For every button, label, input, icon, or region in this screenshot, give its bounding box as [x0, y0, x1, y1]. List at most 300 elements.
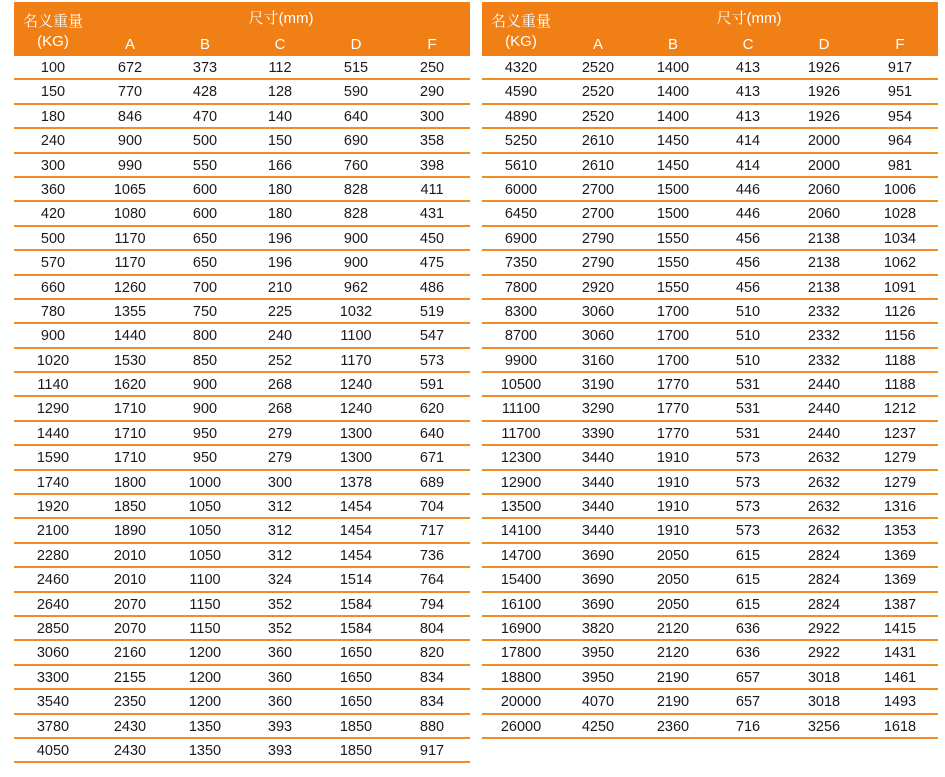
table-row	[482, 690, 938, 714]
weight-header-label: 名义重量	[490, 13, 551, 30]
d-cell: 3018	[807, 669, 841, 686]
b-cell: 950	[192, 425, 218, 442]
a-cell: 1710	[113, 425, 147, 442]
b-cell: 500	[192, 133, 218, 150]
a-cell: 3440	[581, 499, 615, 516]
c-cell: 531	[735, 425, 761, 442]
a-cell: 3690	[581, 572, 615, 589]
b-cell: 2050	[656, 547, 690, 564]
table-body	[14, 56, 470, 763]
weight-cell: 3540	[36, 694, 70, 711]
d-cell: 2138	[807, 230, 841, 247]
d-cell: 2138	[807, 279, 841, 296]
weight-cell: 3060	[36, 645, 70, 662]
c-cell: 456	[735, 279, 761, 296]
b-cell: 650	[192, 255, 218, 272]
b-cell: 600	[192, 206, 218, 223]
f-cell: 764	[419, 572, 445, 589]
table-row	[14, 666, 470, 690]
table-row	[482, 544, 938, 568]
table-row	[14, 568, 470, 592]
f-cell: 917	[419, 742, 445, 759]
d-cell: 2060	[807, 206, 841, 223]
weight-cell: 16100	[500, 596, 542, 613]
b-cell: 2190	[656, 694, 690, 711]
f-cell: 620	[419, 401, 445, 418]
column-header-f: F	[895, 36, 905, 53]
a-cell: 1710	[113, 450, 147, 467]
f-cell: 486	[419, 279, 445, 296]
b-cell: 1770	[656, 377, 690, 394]
d-cell: 1454	[339, 499, 373, 516]
f-cell: 981	[887, 157, 913, 174]
table-row	[14, 471, 470, 495]
c-cell: 150	[267, 133, 293, 150]
f-cell: 1279	[883, 474, 917, 491]
weight-cell: 3780	[36, 718, 70, 735]
a-cell: 1355	[113, 303, 147, 320]
weight-cell: 13500	[500, 499, 542, 516]
b-cell: 1350	[188, 742, 222, 759]
a-cell: 2520	[581, 60, 615, 76]
column-header-b: B	[199, 36, 210, 53]
d-cell: 2440	[807, 377, 841, 394]
c-cell: 413	[735, 60, 761, 76]
f-cell: 689	[419, 474, 445, 491]
a-cell: 3440	[581, 523, 615, 540]
f-cell: 250	[419, 60, 445, 76]
d-cell: 2332	[807, 328, 841, 345]
b-cell: 1200	[188, 645, 222, 662]
c-cell: 352	[267, 596, 293, 613]
d-cell: 1926	[807, 84, 841, 101]
d-cell: 2824	[807, 572, 841, 589]
f-cell: 834	[419, 669, 445, 686]
b-cell: 900	[192, 401, 218, 418]
table-row	[14, 227, 470, 251]
table-row	[482, 105, 938, 129]
weight-cell: 12300	[500, 450, 542, 467]
b-cell: 750	[192, 303, 218, 320]
weight-cell: 5250	[504, 133, 538, 150]
f-cell: 1034	[883, 230, 917, 247]
dimension-header-label: 尺寸(mm)	[716, 10, 782, 27]
a-cell: 3950	[581, 645, 615, 662]
table-row	[14, 324, 470, 348]
f-cell: 1279	[883, 450, 917, 467]
table-row	[482, 495, 938, 519]
a-cell: 1800	[113, 474, 147, 491]
weight-cell: 9900	[504, 352, 538, 369]
table-row	[14, 397, 470, 421]
d-cell: 1850	[339, 742, 373, 759]
weight-cell: 17800	[500, 645, 542, 662]
c-cell: 446	[735, 206, 761, 223]
b-cell: 373	[192, 60, 218, 76]
weight-cell: 1020	[36, 352, 70, 369]
table-row	[14, 641, 470, 665]
d-cell: 1378	[339, 474, 373, 491]
a-cell: 770	[117, 84, 143, 101]
d-cell: 2138	[807, 255, 841, 272]
a-cell: 3060	[581, 328, 615, 345]
table-row	[14, 373, 470, 397]
a-cell: 1890	[113, 523, 147, 540]
table-row	[482, 154, 938, 178]
weight-cell: 15400	[500, 572, 542, 589]
table-row	[482, 80, 938, 104]
weight-cell: 660	[40, 279, 66, 296]
d-cell: 1100	[340, 328, 372, 345]
c-cell: 180	[267, 181, 293, 198]
c-cell: 312	[267, 547, 293, 564]
table-row	[14, 422, 470, 446]
column-header-c: C	[274, 36, 286, 53]
b-cell: 1400	[656, 60, 690, 76]
c-cell: 414	[735, 157, 761, 174]
d-cell: 1926	[807, 60, 841, 76]
c-cell: 312	[267, 523, 293, 540]
c-cell: 393	[267, 742, 293, 759]
weight-cell: 1920	[36, 499, 70, 516]
c-cell: 240	[267, 328, 293, 345]
column-header-f: F	[427, 36, 437, 53]
a-cell: 2160	[113, 645, 147, 662]
d-cell: 1650	[339, 694, 373, 711]
f-cell: 1188	[884, 352, 916, 369]
table-row	[482, 446, 938, 470]
b-cell: 1050	[188, 499, 222, 516]
d-cell: 2824	[807, 547, 841, 564]
a-cell: 3160	[581, 352, 615, 369]
table-row	[482, 349, 938, 373]
c-cell: 573	[735, 474, 761, 491]
table-row	[482, 715, 938, 739]
c-cell: 510	[735, 303, 761, 320]
c-cell: 324	[267, 572, 293, 589]
d-cell: 1584	[339, 620, 373, 637]
dimension-spec-page	[14, 2, 939, 772]
f-cell: 804	[419, 620, 445, 637]
a-cell: 1620	[113, 377, 147, 394]
a-cell: 4250	[581, 718, 615, 735]
d-cell: 900	[343, 255, 369, 272]
weight-cell: 2850	[36, 620, 70, 637]
d-cell: 1032	[339, 303, 373, 320]
d-cell: 1454	[339, 523, 373, 540]
b-cell: 1550	[656, 255, 690, 272]
table-row	[482, 397, 938, 421]
b-cell: 1400	[656, 84, 690, 101]
b-cell: 2360	[656, 718, 690, 735]
table-row	[14, 56, 470, 80]
d-cell: 590	[343, 84, 369, 101]
d-cell: 1240	[339, 401, 373, 418]
d-cell: 2824	[807, 596, 841, 613]
a-cell: 672	[117, 60, 143, 76]
f-cell: 954	[887, 108, 913, 125]
c-cell: 414	[735, 133, 761, 150]
c-cell: 615	[735, 547, 761, 564]
weight-cell: 6000	[504, 181, 538, 198]
f-cell: 591	[419, 377, 445, 394]
b-cell: 1350	[188, 718, 222, 735]
c-cell: 413	[735, 108, 761, 125]
c-cell: 657	[735, 694, 761, 711]
b-cell: 1550	[656, 279, 690, 296]
a-cell: 3060	[581, 303, 615, 320]
f-cell: 300	[419, 108, 445, 125]
weight-cell: 420	[40, 206, 66, 223]
b-cell: 428	[192, 84, 218, 101]
c-cell: 360	[267, 669, 293, 686]
table-row	[14, 202, 470, 226]
c-cell: 252	[267, 352, 293, 369]
weight-cell: 4050	[36, 742, 70, 759]
b-cell: 1910	[656, 523, 690, 540]
a-cell: 2430	[113, 718, 147, 735]
c-cell: 268	[267, 377, 293, 394]
b-cell: 2190	[656, 669, 690, 686]
d-cell: 1514	[339, 572, 373, 589]
c-cell: 166	[267, 157, 293, 174]
b-cell: 1910	[656, 450, 690, 467]
b-cell: 1700	[656, 328, 690, 345]
column-header-d: D	[350, 36, 362, 53]
table-row	[482, 568, 938, 592]
b-cell: 2050	[656, 596, 690, 613]
weight-cell: 1140	[37, 377, 69, 394]
b-cell: 2120	[656, 645, 690, 662]
d-cell: 900	[343, 230, 369, 247]
c-cell: 279	[267, 450, 293, 467]
b-cell: 650	[192, 230, 218, 247]
table-row	[14, 544, 470, 568]
table-row	[482, 300, 938, 324]
table-row	[482, 227, 938, 251]
weight-cell: 3300	[36, 669, 70, 686]
c-cell: 456	[735, 255, 761, 272]
b-cell: 1450	[656, 157, 690, 174]
a-cell: 1530	[113, 352, 147, 369]
c-cell: 573	[735, 523, 761, 540]
weight-header-unit: (KG)	[505, 33, 537, 50]
c-cell: 312	[267, 499, 293, 516]
column-header-a: A	[124, 36, 135, 53]
spec-table-left	[14, 2, 470, 763]
f-cell: 475	[419, 255, 445, 272]
d-cell: 828	[343, 181, 369, 198]
d-cell: 2000	[807, 157, 841, 174]
a-cell: 2070	[113, 596, 147, 613]
table-row	[14, 593, 470, 617]
c-cell: 531	[735, 377, 761, 394]
table-row	[14, 105, 470, 129]
column-header-d: D	[818, 36, 830, 53]
weight-cell: 2280	[36, 547, 70, 564]
d-cell: 2632	[807, 474, 841, 491]
a-cell: 1440	[113, 328, 147, 345]
d-cell: 1240	[339, 377, 373, 394]
table-row	[482, 129, 938, 153]
weight-cell: 14700	[500, 547, 542, 564]
c-cell: 360	[267, 645, 293, 662]
weight-cell: 100	[40, 60, 66, 76]
f-cell: 834	[419, 694, 445, 711]
b-cell: 800	[192, 328, 218, 345]
weight-cell: 11700	[501, 425, 541, 442]
weight-cell: 12900	[500, 474, 542, 491]
weight-cell: 500	[40, 230, 66, 247]
d-cell: 1650	[339, 645, 373, 662]
table-row	[14, 519, 470, 543]
f-cell: 1369	[883, 572, 917, 589]
c-cell: 573	[735, 450, 761, 467]
a-cell: 1710	[113, 401, 147, 418]
table-row	[14, 446, 470, 470]
b-cell: 1550	[656, 230, 690, 247]
c-cell: 196	[267, 230, 293, 247]
a-cell: 2700	[581, 206, 615, 223]
f-cell: 1188	[884, 377, 916, 394]
table-row	[482, 471, 938, 495]
b-cell: 1150	[189, 596, 221, 613]
d-cell: 2922	[807, 620, 841, 637]
a-cell: 2920	[581, 279, 615, 296]
f-cell: 671	[419, 450, 445, 467]
table-row	[14, 715, 470, 739]
f-cell: 431	[419, 206, 445, 223]
f-cell: 358	[419, 133, 445, 150]
a-cell: 2520	[581, 84, 615, 101]
b-cell: 1400	[656, 108, 690, 125]
a-cell: 3290	[581, 401, 615, 418]
table-row	[14, 349, 470, 373]
d-cell: 2632	[807, 523, 841, 540]
table-row	[14, 617, 470, 641]
b-cell: 950	[192, 450, 218, 467]
weight-header-label: 名义重量	[22, 13, 83, 30]
a-cell: 1170	[114, 255, 146, 272]
c-cell: 128	[267, 84, 293, 101]
a-cell: 3390	[581, 425, 615, 442]
f-cell: 1415	[883, 620, 917, 637]
f-cell: 290	[419, 84, 445, 101]
f-cell: 794	[419, 596, 445, 613]
table-row	[482, 641, 938, 665]
c-cell: 456	[735, 230, 761, 247]
table-row	[482, 373, 938, 397]
a-cell: 2155	[113, 669, 147, 686]
b-cell: 1910	[656, 499, 690, 516]
c-cell: 510	[735, 352, 761, 369]
weight-cell: 180	[40, 108, 66, 125]
b-cell: 1050	[188, 523, 222, 540]
c-cell: 413	[735, 84, 761, 101]
b-cell: 2120	[656, 620, 690, 637]
a-cell: 2010	[113, 547, 147, 564]
b-cell: 1700	[656, 303, 690, 320]
f-cell: 547	[419, 328, 445, 345]
f-cell: 704	[419, 499, 445, 516]
b-cell: 1100	[189, 572, 221, 589]
c-cell: 446	[735, 181, 761, 198]
c-cell: 352	[267, 620, 293, 637]
a-cell: 3440	[581, 474, 615, 491]
a-cell: 4070	[581, 694, 615, 711]
a-cell: 900	[117, 133, 143, 150]
weight-cell: 360	[40, 181, 66, 198]
weight-cell: 1590	[36, 450, 70, 467]
weight-cell: 20000	[500, 694, 542, 711]
d-cell: 1850	[339, 718, 373, 735]
a-cell: 3690	[581, 596, 615, 613]
d-cell: 640	[343, 108, 369, 125]
table-row	[482, 593, 938, 617]
b-cell: 1000	[188, 474, 222, 491]
f-cell: 1212	[883, 401, 917, 418]
d-cell: 1650	[339, 669, 373, 686]
d-cell: 690	[343, 133, 369, 150]
weight-cell: 2640	[36, 596, 70, 613]
weight-cell: 150	[40, 84, 66, 101]
d-cell: 2632	[807, 450, 841, 467]
table-row	[14, 154, 470, 178]
f-cell: 1461	[883, 669, 917, 686]
c-cell: 225	[267, 303, 293, 320]
weight-cell: 900	[40, 328, 66, 345]
f-cell: 1618	[883, 718, 917, 735]
weight-cell: 16900	[500, 620, 542, 637]
f-cell: 1387	[883, 596, 917, 613]
weight-header-unit: (KG)	[37, 33, 69, 50]
a-cell: 1260	[113, 279, 147, 296]
a-cell: 2790	[581, 230, 615, 247]
a-cell: 3950	[581, 669, 615, 686]
c-cell: 657	[735, 669, 761, 686]
weight-cell: 570	[40, 255, 66, 272]
b-cell: 2050	[656, 572, 690, 589]
a-cell: 2430	[113, 742, 147, 759]
f-cell: 951	[887, 84, 913, 101]
f-cell: 736	[419, 547, 445, 564]
b-cell: 1200	[188, 694, 222, 711]
a-cell: 2610	[581, 133, 615, 150]
b-cell: 1770	[656, 401, 690, 418]
d-cell: 2440	[807, 425, 841, 442]
d-cell: 2922	[807, 645, 841, 662]
c-cell: 510	[735, 328, 761, 345]
weight-cell: 7350	[504, 255, 538, 272]
weight-cell: 2100	[36, 523, 70, 540]
a-cell: 3820	[581, 620, 615, 637]
table-row	[14, 276, 470, 300]
table-row	[482, 56, 938, 80]
d-cell: 1300	[339, 425, 373, 442]
weight-cell: 26000	[500, 718, 542, 735]
c-cell: 615	[735, 596, 761, 613]
f-cell: 1237	[883, 425, 917, 442]
f-cell: 573	[419, 352, 445, 369]
a-cell: 3690	[581, 547, 615, 564]
c-cell: 360	[267, 694, 293, 711]
f-cell: 519	[419, 303, 445, 320]
weight-cell: 14100	[500, 523, 542, 540]
d-cell: 828	[343, 206, 369, 223]
c-cell: 112	[268, 60, 292, 76]
weight-cell: 8700	[504, 328, 538, 345]
a-cell: 990	[117, 157, 143, 174]
